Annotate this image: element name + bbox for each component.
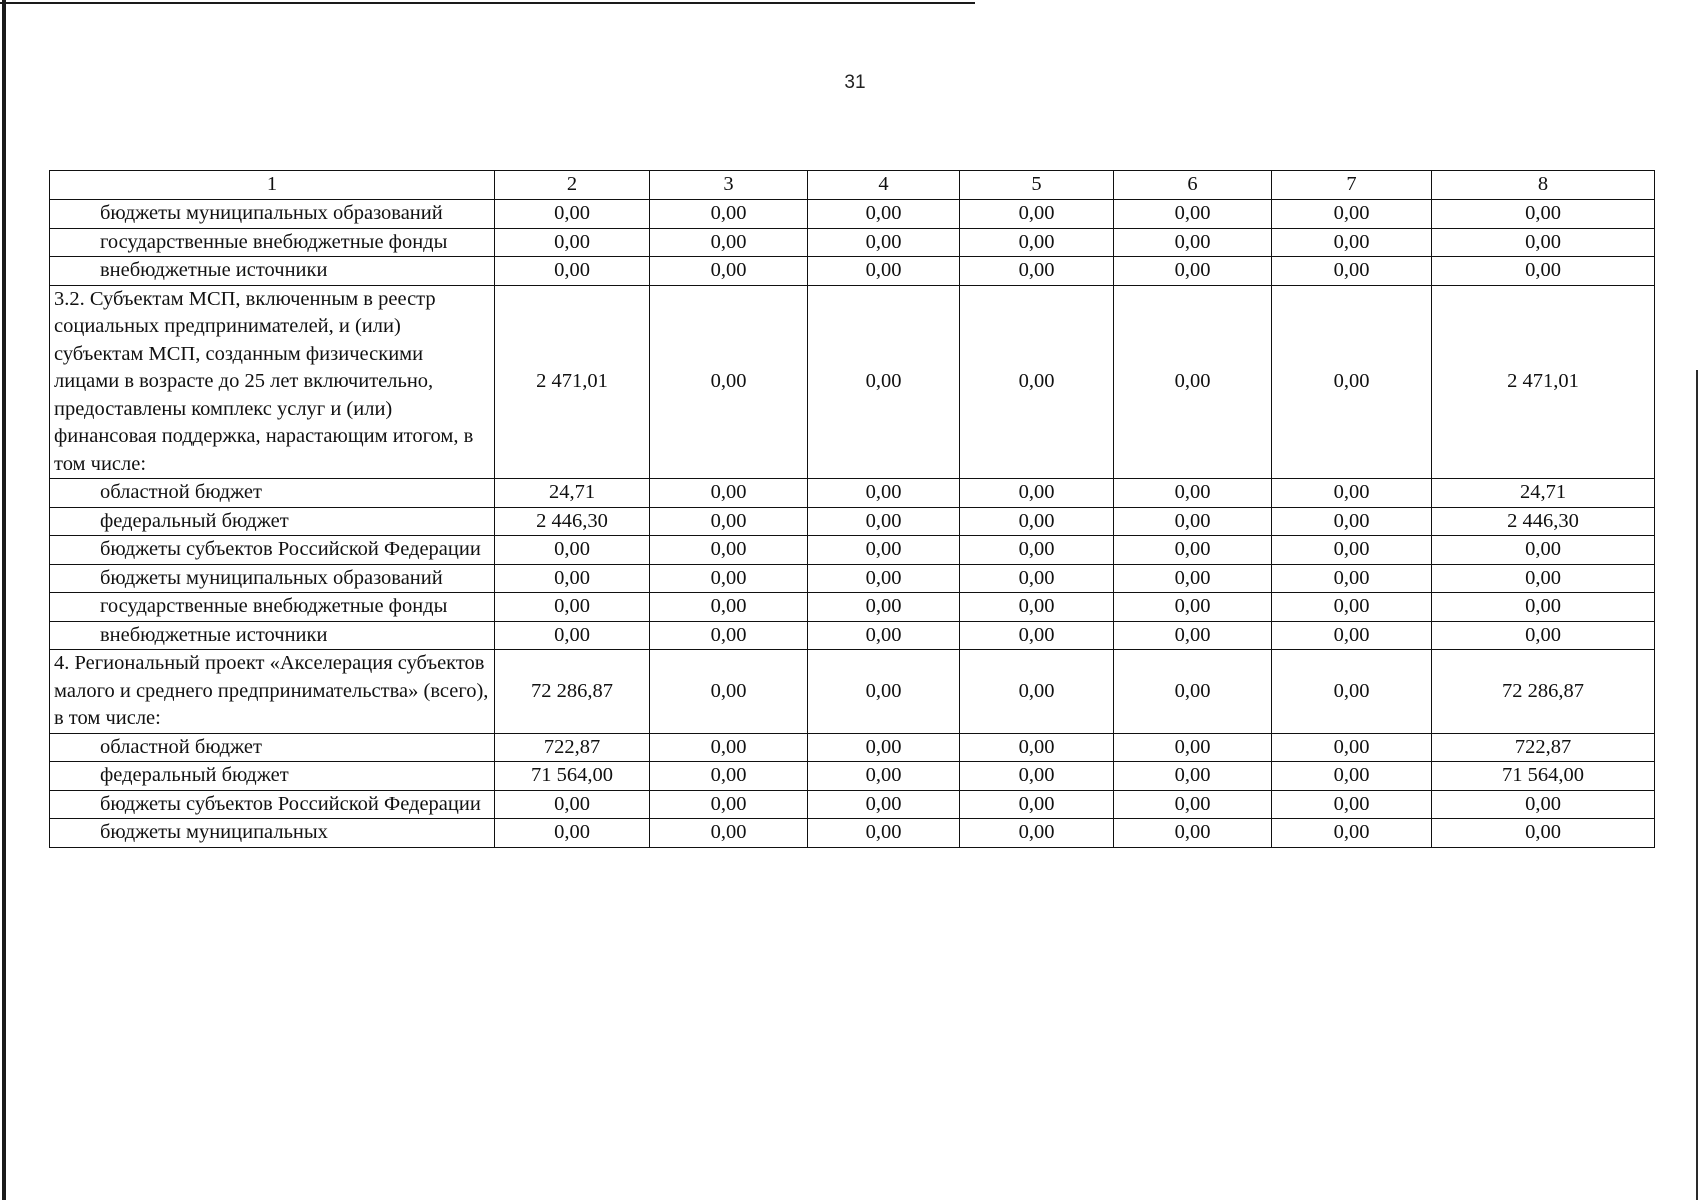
cell-value: 0,00: [650, 257, 808, 286]
cell-value: 0,00: [1432, 564, 1655, 593]
cell-value: 0,00: [960, 593, 1114, 622]
cell-value: 0,00: [495, 790, 650, 819]
cell-value: 71 564,00: [1432, 762, 1655, 791]
cell-value: 0,00: [1114, 762, 1272, 791]
cell-value: 0,00: [808, 733, 960, 762]
row-label: 4. Региональный проект «Акселерация субъектов малого и среднего предпринимательства» (всего), в том числе:: [50, 650, 495, 734]
cell-value: 0,00: [960, 733, 1114, 762]
cell-value: 0,00: [960, 228, 1114, 257]
cell-value: 0,00: [650, 479, 808, 508]
row-label: областной бюджет: [50, 733, 495, 762]
cell-value: 0,00: [495, 228, 650, 257]
cell-value: 0,00: [1272, 285, 1432, 479]
cell-value: 0,00: [960, 819, 1114, 848]
row-label: областной бюджет: [50, 479, 495, 508]
cell-value: 0,00: [960, 507, 1114, 536]
cell-value: 0,00: [808, 650, 960, 734]
cell-value: 0,00: [1272, 564, 1432, 593]
cell-value: 0,00: [1272, 479, 1432, 508]
table-row: [50, 650, 1655, 734]
cell-value: 0,00: [960, 564, 1114, 593]
cell-value: 0,00: [1272, 228, 1432, 257]
cell-value: 0,00: [1432, 257, 1655, 286]
cell-value: 0,00: [808, 479, 960, 508]
table-row: [50, 564, 1655, 593]
cell-value: 0,00: [1114, 819, 1272, 848]
cell-value: 0,00: [960, 790, 1114, 819]
cell-value: 0,00: [960, 536, 1114, 565]
row-label: бюджеты муниципальных образований: [50, 564, 495, 593]
cell-value: 0,00: [1114, 479, 1272, 508]
cell-value: 0,00: [1114, 257, 1272, 286]
cell-value: 0,00: [1114, 593, 1272, 622]
cell-value: 0,00: [960, 479, 1114, 508]
cell-value: 0,00: [1272, 257, 1432, 286]
cell-value: 0,00: [1272, 790, 1432, 819]
cell-value: 2 446,30: [1432, 507, 1655, 536]
cell-value: 0,00: [808, 536, 960, 565]
cell-value: 0,00: [960, 285, 1114, 479]
table-row: [50, 479, 1655, 508]
cell-value: 0,00: [1432, 790, 1655, 819]
table-row: [50, 536, 1655, 565]
cell-value: 0,00: [650, 650, 808, 734]
cell-value: 722,87: [495, 733, 650, 762]
cell-value: 0,00: [1432, 621, 1655, 650]
cell-value: 71 564,00: [495, 762, 650, 791]
cell-value: 0,00: [1114, 200, 1272, 229]
cell-value: 0,00: [1272, 819, 1432, 848]
cell-value: 0,00: [495, 536, 650, 565]
cell-value: 0,00: [808, 790, 960, 819]
cell-value: 0,00: [1272, 621, 1432, 650]
cell-value: 0,00: [808, 819, 960, 848]
scan-border-top: [0, 2, 975, 4]
cell-value: 722,87: [1432, 733, 1655, 762]
cell-value: 0,00: [1272, 536, 1432, 565]
row-label: 3.2. Субъектам МСП, включенным в реестр социальных предпринимателей, и (или) субъектам МСП, созданным физическими лицами в возрасте до 25 лет включительно, предоставлены комплекс услуг и (или) финансовая поддержка, нарастающим итогом, в том числе:: [50, 285, 495, 479]
table-row: [50, 819, 1655, 848]
table-row: [50, 285, 1655, 479]
cell-value: 0,00: [1432, 536, 1655, 565]
cell-value: 0,00: [650, 285, 808, 479]
cell-value: 0,00: [650, 621, 808, 650]
scan-border-right: [1696, 370, 1698, 1200]
cell-value: 0,00: [495, 564, 650, 593]
table-row: [50, 200, 1655, 229]
cell-value: 0,00: [808, 621, 960, 650]
cell-value: 0,00: [650, 200, 808, 229]
row-label: бюджеты субъектов Российской Федерации: [50, 790, 495, 819]
table-row: [50, 790, 1655, 819]
cell-value: 0,00: [1114, 285, 1272, 479]
cell-value: 72 286,87: [1432, 650, 1655, 734]
cell-value: 2 471,01: [1432, 285, 1655, 479]
cell-value: 2 446,30: [495, 507, 650, 536]
cell-value: 0,00: [808, 507, 960, 536]
cell-value: 0,00: [650, 564, 808, 593]
cell-value: 0,00: [650, 733, 808, 762]
cell-value: 0,00: [1272, 593, 1432, 622]
cell-value: 0,00: [1272, 762, 1432, 791]
cell-value: 0,00: [808, 593, 960, 622]
cell-value: 0,00: [960, 621, 1114, 650]
column-header: 5: [960, 171, 1114, 200]
column-header: 4: [808, 171, 960, 200]
column-header: 6: [1114, 171, 1272, 200]
cell-value: 0,00: [808, 285, 960, 479]
cell-value: 0,00: [808, 200, 960, 229]
cell-value: 0,00: [960, 762, 1114, 791]
cell-value: 0,00: [650, 536, 808, 565]
cell-value: 24,71: [495, 479, 650, 508]
budget-table: [49, 170, 1655, 848]
cell-value: 0,00: [1114, 228, 1272, 257]
cell-value: 0,00: [1114, 733, 1272, 762]
row-label: внебюджетные источники: [50, 621, 495, 650]
table-row: [50, 733, 1655, 762]
cell-value: 72 286,87: [495, 650, 650, 734]
row-label: бюджеты субъектов Российской Федерации: [50, 536, 495, 565]
table-row: [50, 228, 1655, 257]
cell-value: 0,00: [1432, 228, 1655, 257]
cell-value: 0,00: [1114, 564, 1272, 593]
header-row: [50, 171, 1655, 200]
cell-value: 0,00: [650, 228, 808, 257]
cell-value: 0,00: [650, 593, 808, 622]
cell-value: 0,00: [1432, 593, 1655, 622]
table-row: [50, 762, 1655, 791]
cell-value: 0,00: [495, 621, 650, 650]
cell-value: 0,00: [1432, 819, 1655, 848]
cell-value: 0,00: [495, 257, 650, 286]
cell-value: 0,00: [960, 257, 1114, 286]
cell-value: 0,00: [650, 790, 808, 819]
row-label: государственные внебюджетные фонды: [50, 593, 495, 622]
cell-value: 0,00: [808, 564, 960, 593]
column-header: 1: [50, 171, 495, 200]
table-body: [50, 200, 1655, 848]
cell-value: 0,00: [1272, 200, 1432, 229]
row-label: внебюджетные источники: [50, 257, 495, 286]
cell-value: 24,71: [1432, 479, 1655, 508]
column-header: 8: [1432, 171, 1655, 200]
column-header: 7: [1272, 171, 1432, 200]
row-label: федеральный бюджет: [50, 762, 495, 791]
cell-value: 0,00: [1272, 733, 1432, 762]
table-row: [50, 257, 1655, 286]
cell-value: 0,00: [808, 762, 960, 791]
cell-value: 0,00: [1114, 790, 1272, 819]
cell-value: 0,00: [808, 228, 960, 257]
cell-value: 0,00: [495, 200, 650, 229]
column-header: 2: [495, 171, 650, 200]
page-number: 31: [844, 72, 866, 93]
cell-value: 0,00: [495, 819, 650, 848]
cell-value: 0,00: [650, 819, 808, 848]
cell-value: 0,00: [1114, 621, 1272, 650]
row-label: бюджеты муниципальных образований: [50, 200, 495, 229]
cell-value: 0,00: [650, 762, 808, 791]
cell-value: 0,00: [1272, 507, 1432, 536]
cell-value: 0,00: [1272, 650, 1432, 734]
table-row: [50, 593, 1655, 622]
row-label: бюджеты муниципальных: [50, 819, 495, 848]
cell-value: 0,00: [808, 257, 960, 286]
cell-value: 0,00: [960, 200, 1114, 229]
table-row: [50, 507, 1655, 536]
column-header: 3: [650, 171, 808, 200]
cell-value: 0,00: [1114, 507, 1272, 536]
table-row: [50, 621, 1655, 650]
cell-value: 0,00: [1114, 536, 1272, 565]
cell-value: 0,00: [960, 650, 1114, 734]
cell-value: 0,00: [1432, 200, 1655, 229]
row-label: федеральный бюджет: [50, 507, 495, 536]
cell-value: 0,00: [1114, 650, 1272, 734]
cell-value: 0,00: [650, 507, 808, 536]
row-label: государственные внебюджетные фонды: [50, 228, 495, 257]
cell-value: 0,00: [495, 593, 650, 622]
cell-value: 2 471,01: [495, 285, 650, 479]
scan-border-left: [2, 0, 6, 1200]
